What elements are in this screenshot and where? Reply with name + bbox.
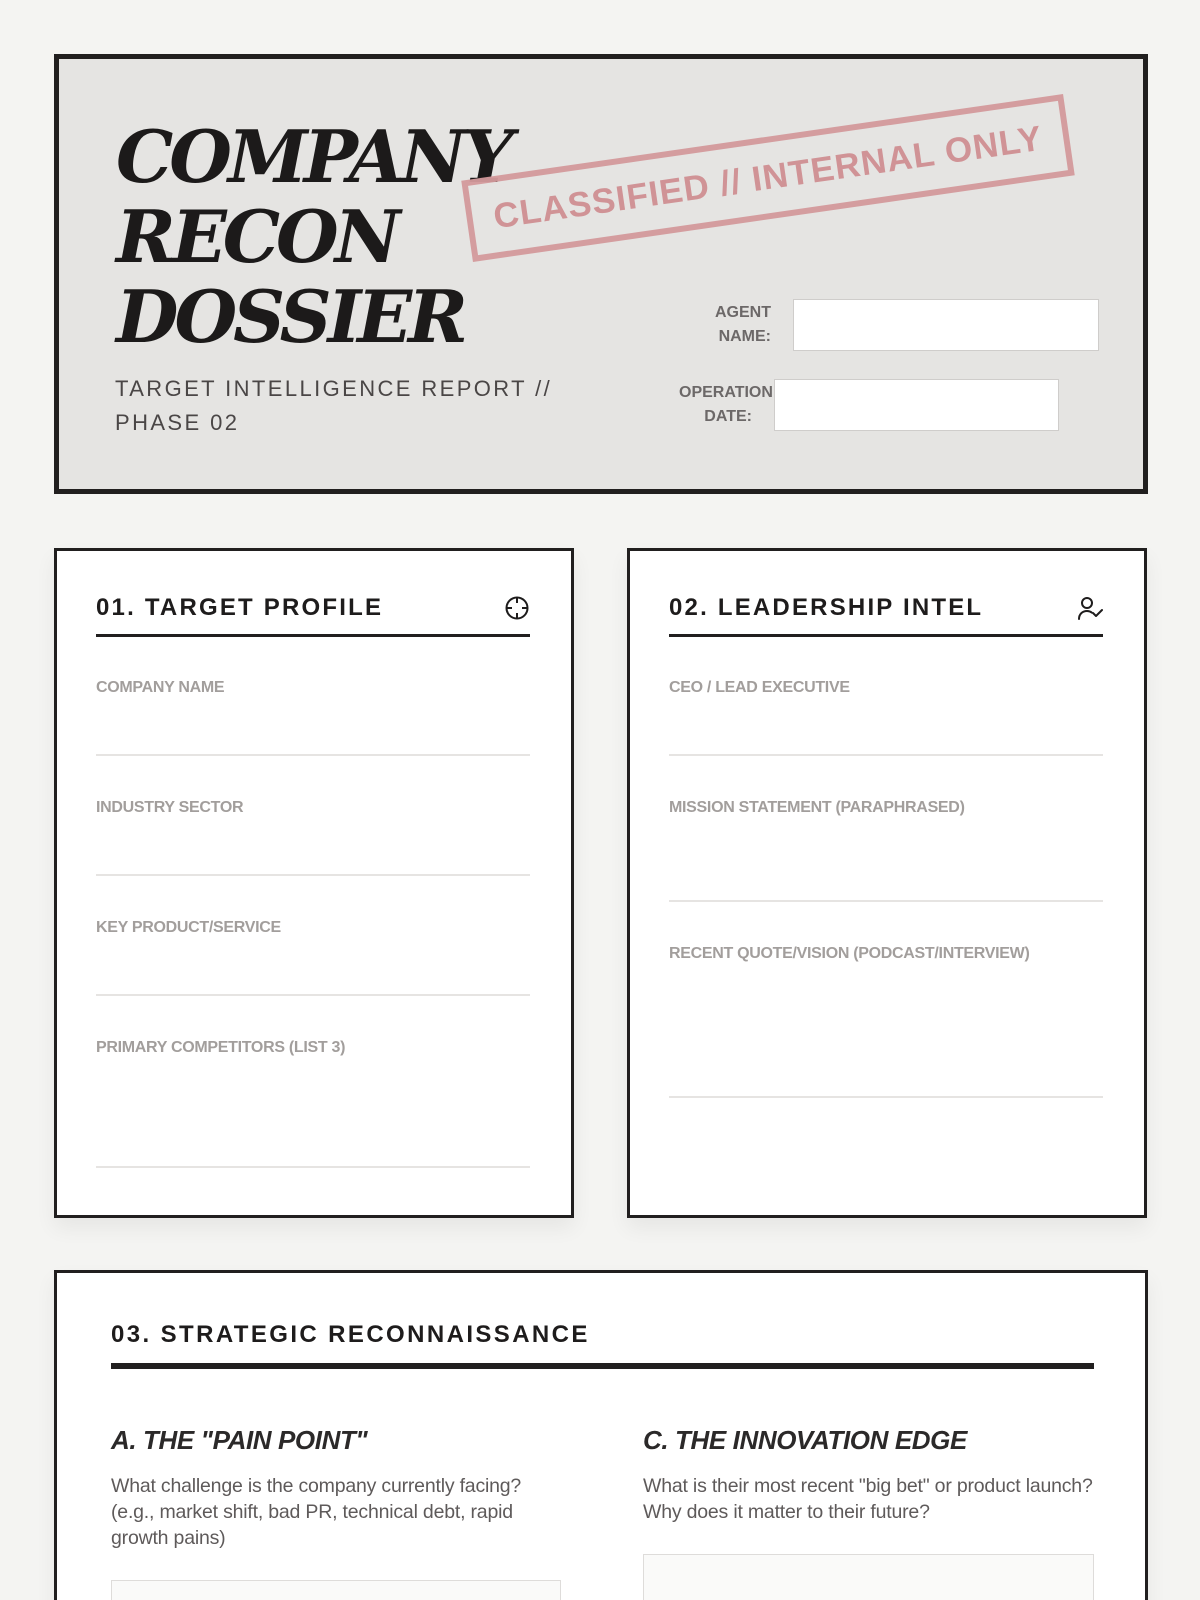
leadership-intel-header bbox=[669, 591, 1103, 637]
agent-name-row bbox=[699, 299, 1099, 351]
company-name-label: COMPANY NAME bbox=[96, 679, 225, 696]
operation-date-label: OPERATION DATE: bbox=[679, 384, 773, 425]
leadership-intel-title: 02. LEADERSHIP INTEL bbox=[669, 594, 984, 621]
innovation-edge-heading: C. THE INNOVATION EDGE bbox=[643, 1425, 967, 1455]
key-product-label: KEY PRODUCT/SERVICE bbox=[96, 919, 281, 936]
primary-competitors-field[interactable] bbox=[96, 1036, 530, 1168]
title-line-3: DOSSIER bbox=[116, 274, 464, 359]
operation-date-row bbox=[679, 379, 1059, 431]
pain-point-prompt: What challenge is the company currently facing? (e.g., market shift, bad PR, technical debt, rapid growth pains) bbox=[111, 1475, 522, 1549]
page-subtitle: TARGET INTELLIGENCE REPORT // PHASE 02 bbox=[115, 376, 553, 435]
title-line-2: RECON bbox=[116, 194, 397, 279]
agent-name-label: AGENT NAME: bbox=[715, 304, 771, 345]
recent-quote-label: RECENT QUOTE/VISION (PODCAST/INTERVIEW) bbox=[669, 945, 1030, 962]
industry-sector-field[interactable] bbox=[96, 796, 530, 876]
title-line-1: COMPANY bbox=[116, 114, 510, 199]
strategic-recon-header bbox=[111, 1317, 1094, 1369]
agent-name-field[interactable] bbox=[793, 299, 1099, 351]
mission-statement-label: MISSION STATEMENT (PARAPHRASED) bbox=[669, 799, 965, 816]
target-profile-header bbox=[96, 591, 530, 637]
ceo-label: CEO / LEAD EXECUTIVE bbox=[669, 679, 850, 696]
target-profile-title: 01. TARGET PROFILE bbox=[96, 594, 384, 621]
crosshair-icon bbox=[504, 595, 530, 621]
mission-statement-field[interactable] bbox=[669, 796, 1103, 902]
ceo-field[interactable] bbox=[669, 676, 1103, 756]
pain-point-column bbox=[111, 1423, 561, 1551]
strategic-recon-section bbox=[54, 1270, 1148, 1600]
user-check-icon bbox=[1077, 595, 1103, 621]
company-name-field[interactable] bbox=[96, 676, 530, 756]
page-title bbox=[116, 114, 510, 359]
industry-sector-label: INDUSTRY SECTOR bbox=[96, 799, 244, 816]
pain-point-answer-field[interactable] bbox=[111, 1580, 561, 1600]
leadership-intel-card bbox=[627, 548, 1147, 1218]
operation-date-field[interactable] bbox=[774, 379, 1059, 431]
innovation-edge-column bbox=[643, 1423, 1094, 1525]
pain-point-heading: A. THE "PAIN POINT" bbox=[111, 1425, 368, 1455]
primary-competitors-label: PRIMARY COMPETITORS (LIST 3) bbox=[96, 1039, 346, 1056]
recent-quote-field[interactable] bbox=[669, 942, 1103, 1098]
innovation-edge-answer-field[interactable] bbox=[643, 1554, 1094, 1600]
target-profile-card bbox=[54, 548, 574, 1218]
key-product-field[interactable] bbox=[96, 916, 530, 996]
strategic-recon-title: 03. STRATEGIC RECONNAISSANCE bbox=[111, 1321, 590, 1348]
dossier-header bbox=[54, 54, 1148, 494]
classified-stamp: CLASSIFIED // INTERNAL ONLY bbox=[461, 94, 1074, 262]
innovation-edge-prompt: What is their most recent "big bet" or product launch? Why does it matter to their future? bbox=[643, 1475, 1093, 1523]
